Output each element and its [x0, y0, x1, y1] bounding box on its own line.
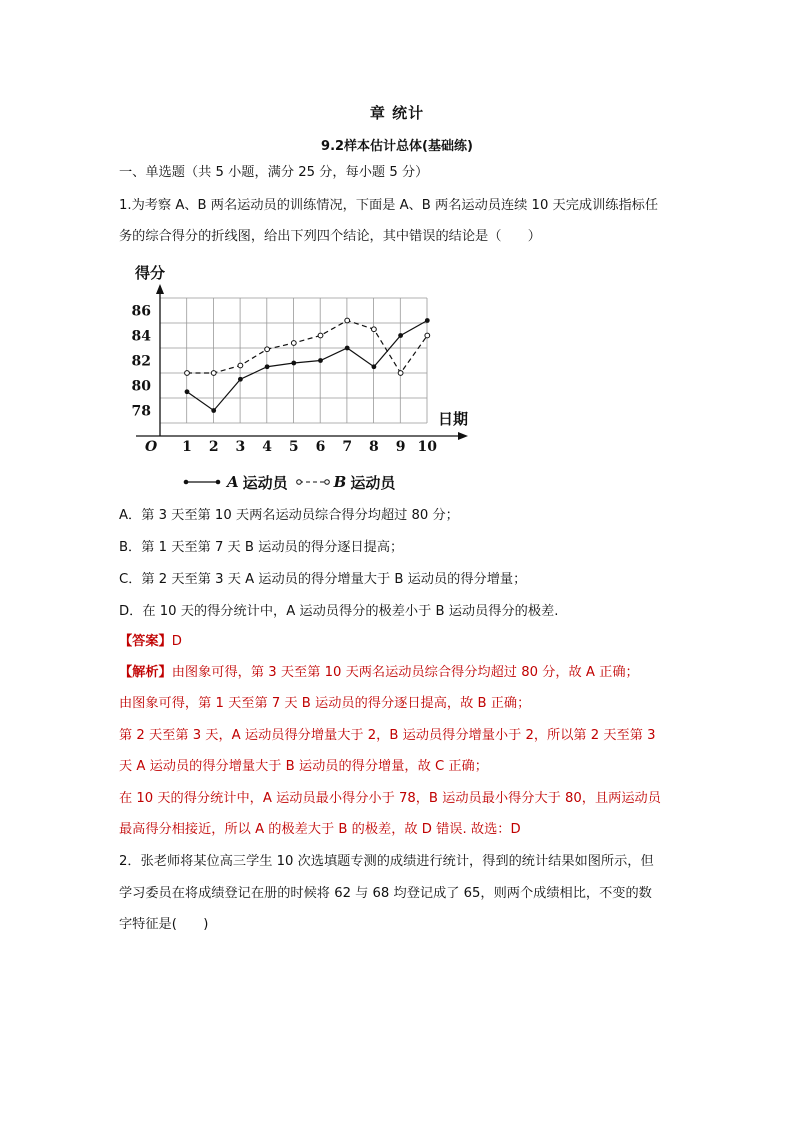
legend-swatch-b — [296, 476, 330, 488]
series-b-point — [318, 333, 323, 338]
y-tick-label: 86 — [131, 303, 151, 320]
series-a-point — [372, 364, 377, 369]
x-axis-label: 日期 — [438, 410, 469, 428]
series-layer — [185, 318, 430, 413]
series-b-point — [238, 363, 243, 368]
q2-stem-line-2: 学习委员在将成绩登记在册的时候将 62 与 68 均登记成了 65，则两个成绩相比，不变的数 — [119, 886, 652, 901]
series-b-point — [372, 327, 377, 332]
series-a-point — [185, 389, 190, 394]
analysis-text: 由图象可得，第 3 天至第 10 天两名运动员综合得分均超过 80 分，故 A 正确； — [171, 665, 639, 680]
x-tick-label: 4 — [262, 439, 272, 455]
origin-label: O — [145, 439, 158, 455]
y-tick-label: 80 — [131, 378, 151, 395]
series-b-point — [345, 318, 350, 323]
y-tick-label: 78 — [131, 403, 151, 420]
q2-stem-line-3: 字特征是( ) — [119, 917, 209, 932]
part-heading: 一、单选题（共 5 小题，满分 25 分，每小题 5 分） — [119, 165, 429, 180]
grid — [160, 298, 427, 423]
y-axis-arrow — [156, 284, 164, 294]
q1-analysis-line-2: 由图象可得，第 1 天至第 7 天 B 运动员的得分逐日提高，故 B 正确； — [119, 696, 531, 711]
series-b-point — [398, 371, 403, 376]
y-tick-label: 84 — [131, 328, 151, 345]
series-a-point — [211, 408, 216, 413]
series-b-point — [265, 347, 270, 352]
q1-option-b: B．第 1 天至第 7 天 B 运动员的得分逐日提高； — [119, 540, 404, 555]
series-b-point — [291, 341, 296, 346]
q1-option-a: A．第 3 天至第 10 天两名运动员综合得分均超过 80 分； — [119, 508, 459, 523]
line-chart — [120, 258, 480, 468]
series-a-point — [425, 318, 430, 323]
x-tick-label: 1 — [182, 439, 192, 455]
series-a-point — [398, 333, 403, 338]
x-tick-label: 5 — [288, 439, 299, 455]
legend-series-b-label: 运动员 — [350, 473, 396, 492]
series-b-point — [211, 371, 216, 376]
x-axis-arrow — [458, 432, 468, 440]
q1-option-c: C．第 2 天至第 3 天 A 运动员的得分增量大于 B 运动员的得分增量； — [119, 572, 527, 587]
series-a-point — [265, 364, 270, 369]
series-a-line — [187, 321, 427, 411]
q1-stem-line-2: 务的综合得分的折线图，给出下列四个结论，其中错误的结论是（ ） — [119, 229, 541, 244]
answer-tag: 【答案】 — [119, 634, 172, 649]
series-a-point — [318, 358, 323, 363]
chart-legend — [183, 470, 403, 494]
analysis-tag: 【解析】 — [119, 665, 172, 680]
q1-analysis-line-5: 在 10 天的得分统计中，A 运动员最小得分小于 78，B 运动员最小得分大于 80，且两运动员 — [119, 791, 661, 806]
legend-swatch-a — [183, 476, 221, 488]
series-a-point — [238, 377, 243, 382]
legend-series-b-name: B — [333, 473, 347, 491]
x-tick-label: 6 — [315, 439, 326, 455]
legend-series-a-label: 运动员 — [242, 473, 288, 492]
q2-stem-line-1: 2．张老师将某位高三学生 10 次选填题专测的成绩进行统计，得到的统计结果如图所示，但 — [119, 854, 654, 869]
series-b-point — [425, 333, 430, 338]
series-b-point — [185, 371, 190, 376]
x-tick-label: 2 — [208, 439, 219, 455]
x-tick-label: 10 — [417, 439, 438, 455]
y-axis-label: 得分 — [135, 264, 166, 282]
q1-stem-line-1: 1.为考察 A、B 两名运动员的训练情况，下面是 A、B 两名运动员连续 10 天完成训练指标任 — [119, 198, 659, 213]
x-tick-label: 7 — [342, 439, 353, 455]
q1-option-d: D．在 10 天的得分统计中，A 运动员得分的极差小于 B 运动员得分的极差. — [119, 604, 559, 619]
x-tick-label: 9 — [395, 439, 406, 455]
y-tick-labels — [132, 304, 152, 420]
x-tick-label: 3 — [235, 439, 246, 455]
chapter-title: 章 统计 — [369, 104, 425, 122]
y-tick-label: 82 — [131, 353, 151, 370]
series-a-point — [345, 346, 350, 351]
x-tick-labels — [182, 439, 437, 455]
section-title: 9.2样本估计总体(基础练) — [321, 139, 473, 154]
q1-analysis-line-6: 最高得分相接近，所以 A 的极差大于 B 的极差，故 D 错误. 故选：D — [119, 822, 521, 837]
q1-answer — [119, 632, 182, 652]
series-a-point — [291, 361, 296, 366]
q1-analysis-line-1 — [119, 663, 639, 683]
answer-value: D — [171, 634, 182, 649]
q1-analysis-line-4: 天 A 运动员的得分增量大于 B 运动员的得分增量，故 C 正确； — [119, 759, 488, 774]
legend-series-a-name: A — [227, 473, 239, 491]
x-tick-label: 8 — [369, 439, 379, 455]
q1-analysis-line-3: 第 2 天至第 3 天，A 运动员得分增量大于 2，B 运动员得分增量小于 2，所以第 2 天至第 3 — [119, 728, 656, 743]
